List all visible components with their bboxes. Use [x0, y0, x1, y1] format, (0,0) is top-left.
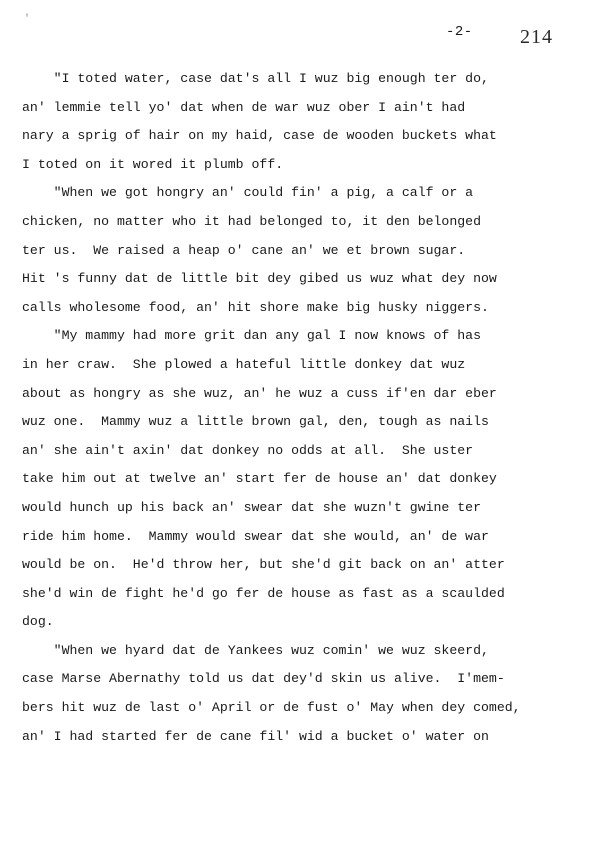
text-line: "I toted water, case dat's all I wuz big enough ter do, [22, 71, 489, 86]
text-line: an' I had started fer de cane fil' wid a bucket o' water on [22, 728, 489, 744]
text-line: nary a sprig of hair on my haid, case de wooden buckets what [22, 128, 497, 144]
page-number: -2- [446, 24, 473, 40]
text-line: "When we got hongry an' could fin' a pig, a calf or a [22, 185, 474, 201]
text-line: I toted on it wored it plumb off. [22, 156, 284, 172]
text-line: about as hongry as she wuz, an' he wuz a cuss if'en dar eber [22, 385, 497, 401]
text-line: dog. [22, 614, 54, 630]
text-line: would hunch up his back an' swear dat she wuzn't gwine ter [22, 499, 481, 515]
text-line: she'd win de fight he'd go fer de house as fast as a scaulded [22, 585, 505, 601]
text-line: chicken, no matter who it had belonged to, it den belonged [22, 213, 481, 229]
text-line: bers hit wuz de last o' April or de fust o' May when dey comed, [22, 700, 521, 716]
text-line: in her craw. She plowed a hateful little donkey dat wuz [22, 356, 466, 372]
text-line: would be on. He'd throw her, but she'd git back on an' atter [22, 557, 505, 573]
text-line: take him out at twelve an' start fer de house an' dat donkey [22, 471, 497, 487]
text-line: ter us. We raised a heap o' cane an' we et brown sugar. [22, 242, 466, 258]
text-line: "When we hyard dat de Yankees wuz comin' we wuz skeerd, [22, 642, 489, 658]
text-line: calls wholesome food, an' hit shore make big husky niggers. [22, 299, 489, 315]
stray-mark: ' [24, 14, 31, 25]
text-line: ride him home. Mammy would swear dat she would, an' de war [22, 528, 489, 544]
text-line: an' she ain't axin' dat donkey no odds at all. She uster [22, 442, 474, 458]
text-line: wuz one. Mammy wuz a little brown gal, den, tough as nails [22, 414, 489, 430]
body-text [22, 65, 582, 751]
stamp-number: 214 [520, 26, 553, 48]
text-line: an' lemmie tell yo' dat when de war wuz ober I ain't had [22, 99, 466, 115]
text-line: case Marse Abernathy told us dat dey'd skin us alive. I'mem- [22, 671, 505, 687]
text-line: "My mammy had more grit dan any gal I now knows of has [22, 328, 481, 344]
text-line: Hit 's funny dat de little bit dey gibed us wuz what dey now [22, 271, 497, 287]
